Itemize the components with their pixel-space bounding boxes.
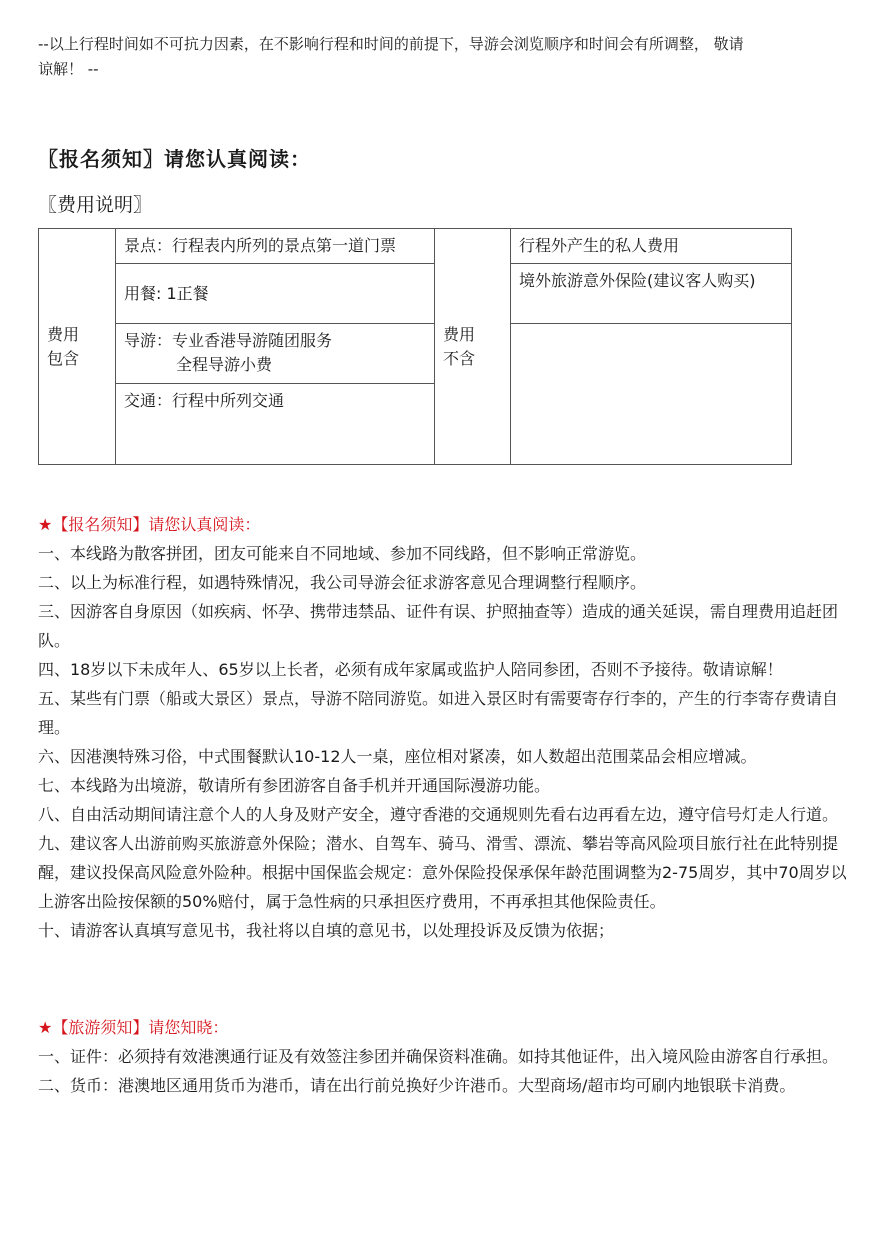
included-guide-cell: 导游：专业香港导游随团服务 全程导游小费 — [116, 324, 435, 384]
excluded-empty-cell — [511, 324, 792, 465]
excluded-label-cell: 费用 不含 — [435, 229, 511, 465]
note-line-1: --以上行程时间如不可抗力因素，在不影响行程和时间的前提下，导游会浏览顺序和时间会有所调整， 敬请 — [38, 35, 744, 53]
included-meal-cell: 用餐: 1正餐 — [116, 264, 435, 324]
list-item: 一、本线路为散客拼团，团友可能来自不同地域、参加不同线路，但不影响正常游览。 — [38, 544, 647, 563]
list-item: 八、自由活动期间请注意个人的人身及财产安全，遵守香港的交通规则先看右边再看左边，遵守信号灯走人行道。 — [38, 805, 839, 824]
included-transport-cell: 交通：行程中所列交通 — [116, 384, 435, 465]
signup-notice-section — [38, 510, 858, 945]
list-item: 七、本线路为出境游，敬请所有参团游客自备手机并开通国际漫游功能。 — [38, 776, 551, 795]
included-scenic-cell: 景点：行程表内所列的景点第一道门票 — [116, 229, 435, 264]
travel-notice-title: ★【旅游须知】请您知晓： — [38, 1018, 229, 1037]
list-item: 五、某些有门票（船或大景区）景点，导游不陪同游览。如进入景区时有需要寄存行李的，产生的行李寄存费请自理。 — [38, 689, 839, 737]
travel-notice-section — [38, 1013, 858, 1100]
excluded-insurance-cell: 境外旅游意外保险(建议客人购买) — [511, 264, 792, 324]
list-item: 一、证件：必须持有效港澳通行证及有效签注参团并确保资料准确。如持其他证件，出入境风险由游客自行承担。 — [38, 1047, 839, 1066]
list-item: 二、货币：港澳地区通用货币为港币，请在出行前兑换好少许港币。大型商场/超市均可刷内地银联卡消费。 — [38, 1076, 796, 1095]
fee-description-heading: 〖费用说明〗 — [38, 194, 153, 216]
list-item: 四、18岁以下未成年人、65岁以上长者，必须有成年家属或监护人陪同参团，否则不予接待。敬请谅解！ — [38, 660, 783, 679]
fee-table — [38, 228, 792, 465]
signup-notice-title: ★【报名须知】请您认真阅读： — [38, 515, 261, 534]
list-item: 九、建议客人出游前购买旅游意外保险；潜水、自驾车、骑马、滑雪、漂流、攀岩等高风险项目旅行社在此特别提醒，建议投保高风险意外险种。根据中国保监会规定：意外保险投保承保年龄范围调整为2-75周岁，其中70周岁以上游客出险按保额的50%赔付，属于急性病的只承担医疗费用，不再承担其他保险责任。 — [38, 834, 847, 911]
note-line-2: 谅解！ -- — [38, 60, 99, 78]
list-item: 六、因港澳特殊习俗，中式围餐默认10-12人一桌，座位相对紧凑，如人数超出范围菜品会相应增减。 — [38, 747, 757, 766]
itinerary-adjustment-note — [38, 32, 828, 82]
signup-notice-heading: 〖报名须知〗请您认真阅读： — [38, 147, 311, 171]
excluded-private-cell: 行程外产生的私人费用 — [511, 229, 792, 264]
list-item: 二、以上为标准行程，如遇特殊情况，我公司导游会征求游客意见合理调整行程顺序。 — [38, 573, 647, 592]
included-label-cell: 费用 包含 — [39, 229, 116, 465]
list-item: 十、请游客认真填写意见书，我社将以自填的意见书，以处理投诉及反馈为依据； — [38, 921, 615, 940]
list-item: 三、因游客自身原因（如疾病、怀孕、携带违禁品、证件有误、护照抽查等）造成的通关延误，需自理费用追赶团队。 — [38, 602, 839, 650]
